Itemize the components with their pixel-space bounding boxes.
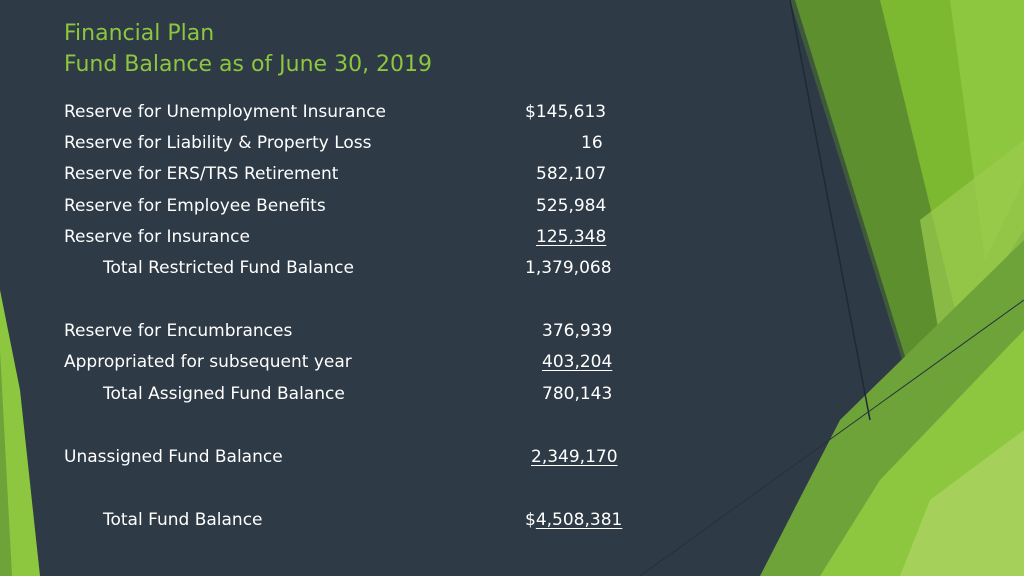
- total-value: [525, 508, 622, 532]
- total-amount: 4,508,381: [535, 510, 623, 530]
- row-value: $145,613: [525, 102, 607, 122]
- row-label: Appropriated for subsequent year: [64, 352, 352, 372]
- slide-title: [64, 18, 432, 80]
- fund-row: [64, 100, 664, 124]
- title-line-1: Financial Plan: [64, 21, 215, 46]
- row-value: 2,349,170: [531, 447, 618, 467]
- row-label: Reserve for Encumbrances: [64, 321, 293, 341]
- row-label: Reserve for Insurance: [64, 227, 250, 247]
- fund-row: [64, 131, 664, 155]
- subtotal-label: Total Restricted Fund Balance: [103, 258, 354, 278]
- row-value: 376,939: [542, 321, 613, 341]
- row-value: 525,984: [536, 196, 607, 216]
- fund-row: [64, 445, 664, 469]
- fund-row: [64, 162, 664, 186]
- row-label: Reserve for Unemployment Insurance: [64, 102, 386, 122]
- row-value: 125,348: [536, 227, 607, 247]
- currency-symbol: $: [525, 510, 536, 530]
- subtotal-label: Total Assigned Fund Balance: [103, 384, 345, 404]
- fund-total-row: [64, 508, 664, 532]
- row-label: Reserve for ERS/TRS Retirement: [64, 164, 339, 184]
- fund-row: [64, 319, 664, 343]
- fund-row: [64, 350, 664, 374]
- subtotal-value: 780,143: [542, 384, 613, 404]
- row-label: Unassigned Fund Balance: [64, 447, 283, 467]
- fund-subtotal-row: [64, 382, 664, 406]
- fund-row: [64, 194, 664, 218]
- fund-row: [64, 225, 664, 249]
- row-label: Reserve for Liability & Property Loss: [64, 133, 372, 153]
- row-value: 582,107: [536, 164, 607, 184]
- row-label: Reserve for Employee Benefits: [64, 196, 326, 216]
- total-label: Total Fund Balance: [103, 510, 263, 530]
- row-value: 403,204: [542, 352, 613, 372]
- subtotal-value: 1,379,068: [525, 258, 612, 278]
- title-line-2: Fund Balance as of June 30, 2019: [64, 52, 433, 77]
- row-value: 16: [581, 133, 603, 153]
- fund-subtotal-row: [64, 256, 664, 280]
